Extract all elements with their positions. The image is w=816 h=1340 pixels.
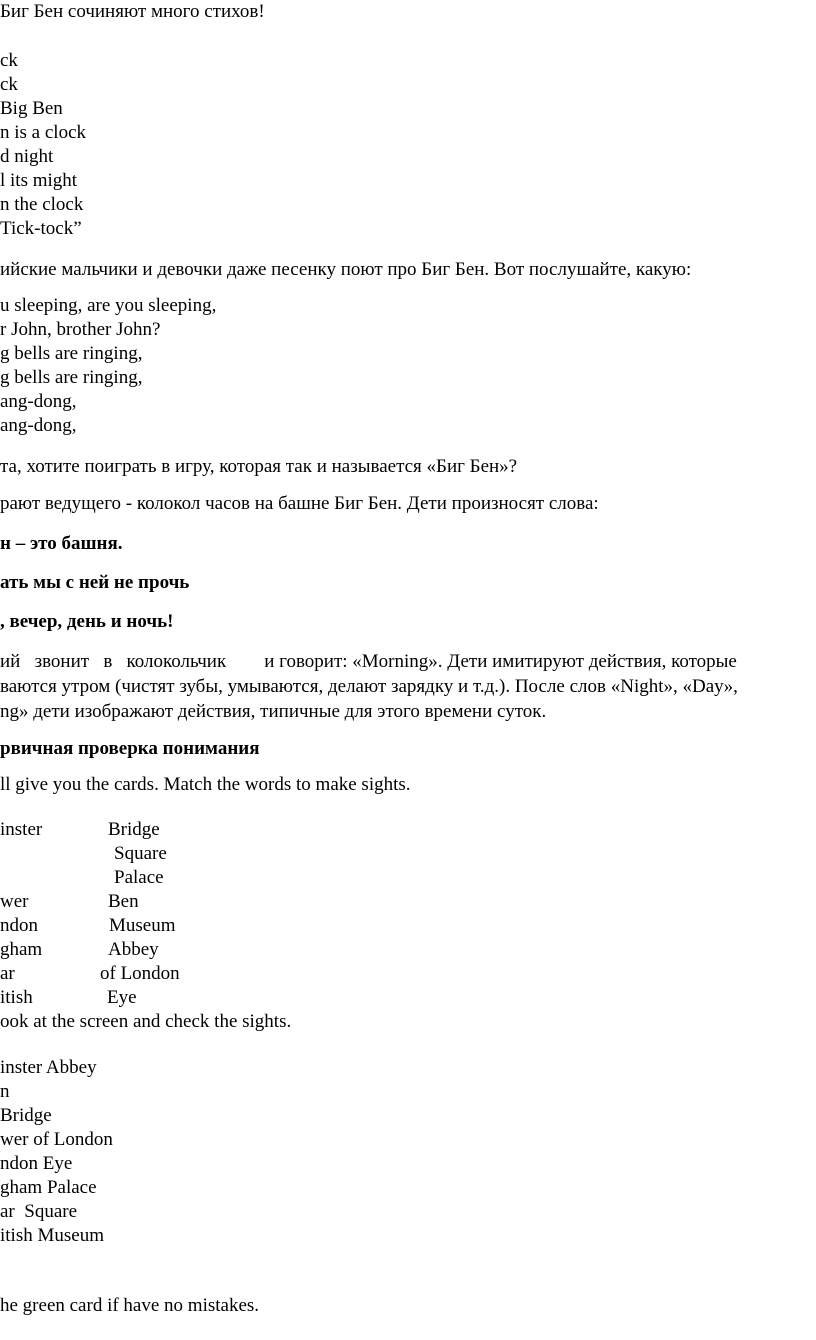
song-line: g bells are ringing,	[0, 367, 143, 388]
poem-line: ck	[0, 50, 18, 71]
poem-line: Big Ben	[0, 98, 63, 119]
match-right: of London	[100, 963, 180, 984]
chant-line: , вечер, день и ночь!	[0, 611, 174, 632]
chant-line: н – это башня.	[0, 533, 123, 554]
match-right: Eye	[107, 987, 137, 1008]
poem-line: ck	[0, 74, 18, 95]
match-left: wer	[0, 891, 29, 912]
song-line: ang-dong,	[0, 415, 77, 436]
answer-line: n	[0, 1081, 10, 1102]
poem-line: d night	[0, 146, 54, 167]
answer-line: wer of London	[0, 1129, 113, 1150]
match-left: ar	[0, 963, 15, 984]
paragraph-line: ваются утром (чистят зубы, умываются, делают зарядку и т.д.). После слов «Night», «Day»,	[0, 676, 738, 697]
match-right: Palace	[114, 867, 164, 888]
match-right: Ben	[108, 891, 139, 912]
poem-line: n is a clock	[0, 122, 87, 143]
task-instruction: ook at the screen and check the sights.	[0, 1011, 292, 1032]
task-instruction: ll give you the cards. Match the words to make sights.	[0, 774, 411, 795]
poem-line: n the clock	[0, 194, 84, 215]
intro-line: Биг Бен сочиняют много стихов!	[0, 1, 265, 22]
poem-line: l its might	[0, 170, 78, 191]
final-instruction: he green card if have no mistakes.	[0, 1295, 260, 1316]
song-line: u sleeping, are you sleeping,	[0, 295, 217, 316]
match-left: itish	[0, 987, 33, 1008]
poem-line: Tick-tock”	[0, 218, 82, 239]
paragraph-line: ng» дети изображают действия, типичные для этого времени суток.	[0, 701, 547, 722]
match-right: Square	[114, 843, 167, 864]
song-intro: ийские мальчики и девочки даже песенку поют про Биг Бен. Вот послушайте, какую:	[0, 259, 692, 280]
answer-line: inster Abbey	[0, 1057, 97, 1078]
game-question: та, хотите поиграть в игру, которая так и называется «Биг Бен»?	[0, 456, 518, 477]
paragraph-line: ий звонит в колокольчик и говорит: «Morning». Дети имитируют действия, которые	[0, 651, 737, 672]
song-line: g bells are ringing,	[0, 343, 143, 364]
match-right: Abbey	[108, 939, 159, 960]
game-rules: рают ведущего - колокол часов на башне Биг Бен. Дети произносят слова:	[0, 493, 599, 514]
match-right: Museum	[109, 915, 176, 936]
answer-line: ar Square	[0, 1201, 78, 1222]
match-right: Bridge	[108, 819, 160, 840]
song-line: ang-dong,	[0, 391, 77, 412]
song-line: r John, brother John?	[0, 319, 161, 340]
match-left: ndon	[0, 915, 38, 936]
chant-line: ать мы с ней не прочь	[0, 572, 190, 593]
answer-line: ndon Eye	[0, 1153, 73, 1174]
answer-line: gham Palace	[0, 1177, 97, 1198]
answer-line: Bridge	[0, 1105, 52, 1126]
answer-line: itish Museum	[0, 1225, 104, 1246]
match-left: inster	[0, 819, 43, 840]
section-heading: рвичная проверка понимания	[0, 738, 260, 759]
match-left: gham	[0, 939, 43, 960]
